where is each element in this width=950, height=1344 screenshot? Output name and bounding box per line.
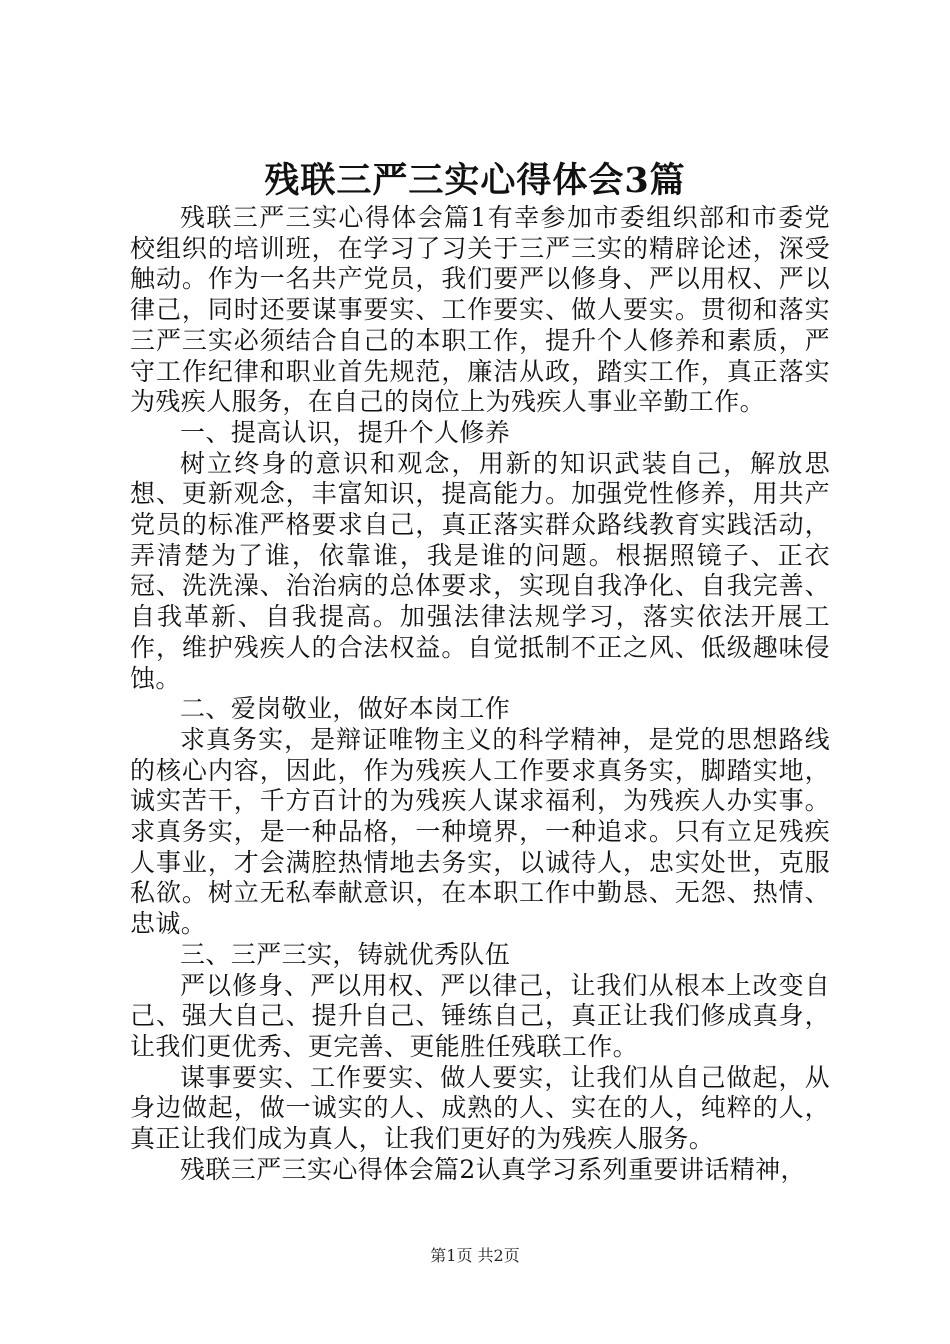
document-title: 残联三严三实心得体会3篇 [264, 160, 686, 201]
section-heading-3: 三、三严三实，铸就优秀队伍 [180, 939, 511, 969]
paragraph-part-2-start: 残联三严三实心得体会篇2认真学习系列重要讲话精神， [180, 1154, 806, 1184]
page-number-footer: 第1页 共2页 [430, 1246, 520, 1265]
paragraph-section-1: 树立终身的意识和观念，用新的知识武装自己，解放思想、更新观念，丰富知识，提高能力。加强党性修养，用共产党员的标准严格要求自己，真正落实群众路线教育实践活动，弄清楚为了谁，依靠谁，我是谁的问题。根据照镜子、正衣冠、洗洗澡、治治病的总体要求，实现自我净化、自我完善、自我革新、自我提高。加强法律法规学习，落实依法开展工作，维护残疾人的合法权益。自觉抵制不正之风、低级趣味侵蚀。 [130, 448, 830, 693]
document-body [130, 203, 830, 1186]
paragraph-section-3a: 严以修身、严以用权、严以律己，让我们从根本上改变自己、强大自己、提升自己、锤练自己，真正让我们修成真身，让我们更优秀、更完善、更能胜任残联工作。 [130, 970, 830, 1061]
section-heading-2: 二、爱岗敬业，做好本岗工作 [180, 694, 511, 724]
paragraph-section-2: 求真务实，是辩证唯物主义的科学精神，是党的思想路线的核心内容，因此，作为残疾人工作要求真务实，脚踏实地，诚实苦干，千方百计的为残疾人谋求福利，为残疾人办实事。求真务实，是一种品格，一种境界，一种追求。只有立足残疾人事业，才会满腔热情地去务实，以诚待人，忠实处世，克服私欲。树立无私奉献意识，在本职工作中勤恳、无怨、热情、忠诚。 [130, 724, 830, 939]
paragraph-intro: 残联三严三实心得体会篇1有幸参加市委组织部和市委党校组织的培训班，在学习了习关于三严三实的精辟论述，深受触动。作为一名共产党员，我们要严以修身、严以用权、严以律己，同时还要谋事要实、工作要实、做人要实。贯彻和落实三严三实必须结合自己的本职工作，提升个人修养和素质，严守工作纪律和职业首先规范，廉洁从政，踏实工作，真正落实为残疾人服务，在自己的岗位上为残疾人事业辛勤工作。 [130, 203, 830, 417]
section-heading-1: 一、提高认识，提升个人修养 [180, 417, 511, 447]
paragraph-section-3b: 谋事要实、工作要实、做人要实，让我们从自己做起，从身边做起，做一诚实的人、成熟的人、实在的人，纯粹的人，真正让我们成为真人，让我们更好的为残疾人服务。 [130, 1062, 830, 1154]
